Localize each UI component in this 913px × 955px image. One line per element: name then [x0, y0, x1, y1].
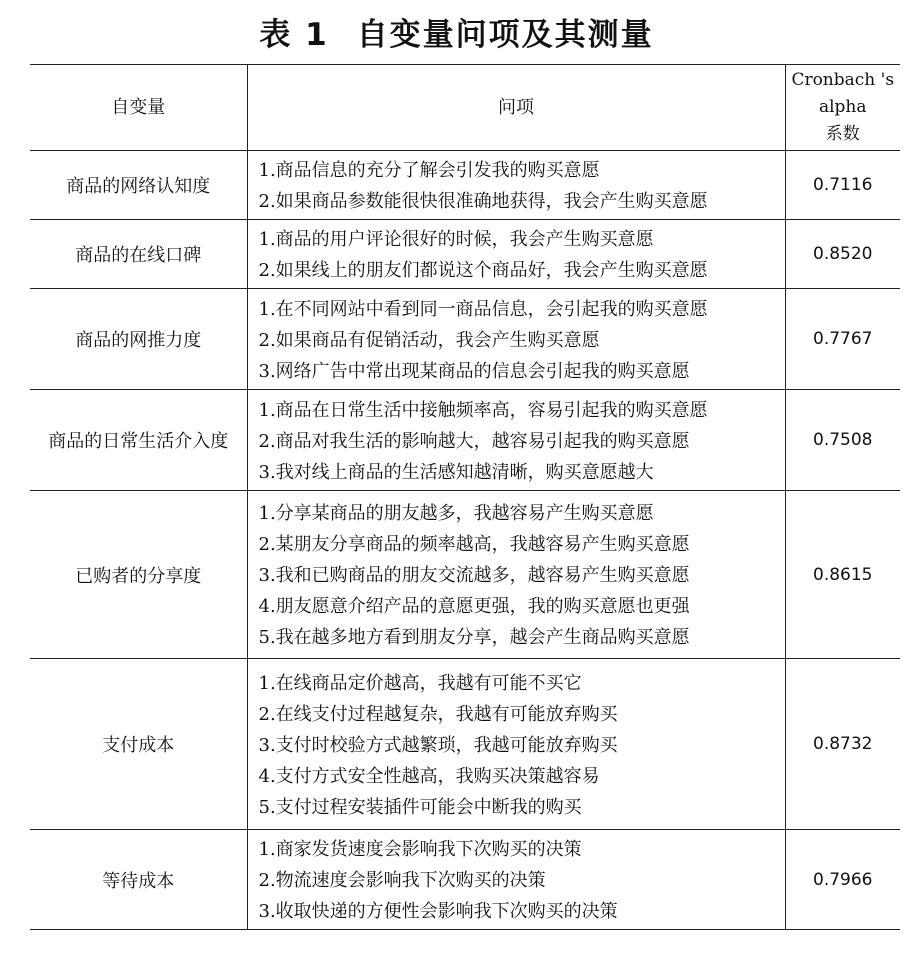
- question-item: 3.我对线上商品的生活感知越清晰，购买意愿越大: [258, 461, 654, 483]
- question-item: 1.商品在日常生活中接触频率高，容易引起我的购买意愿: [258, 399, 708, 421]
- table-title: [0, 10, 913, 60]
- variable-cell: 已购者的分享度: [30, 491, 247, 659]
- header-alpha: [785, 65, 900, 151]
- question-item: 1.商家发货速度会影响我下次购买的决策: [258, 839, 582, 860]
- header-alpha-line-3: 系数: [825, 124, 860, 144]
- table-row: [30, 289, 900, 390]
- question-item: 1.在线商品定价越高，我越有可能不买它: [258, 672, 582, 694]
- table-row: [30, 220, 900, 289]
- alpha-value: 0.8520: [785, 220, 900, 289]
- header-alpha-line-2: alpha: [818, 97, 867, 117]
- header-items: 问项: [247, 65, 785, 151]
- question-item: 4.朋友愿意介绍产品的意愿更强，我的购买意愿也更强: [258, 596, 690, 617]
- question-item: 2.如果商品参数能很快很准确地获得，我会产生购买意愿: [258, 191, 708, 212]
- question-item: 3.网络广告中常出现某商品的信息会引起我的购买意愿: [258, 360, 690, 382]
- header-row: [30, 65, 900, 151]
- alpha-value: 0.7116: [785, 151, 900, 220]
- question-item: 2.某朋友分享商品的频率越高，我越容易产生购买意愿: [258, 534, 690, 555]
- question-item: 2.如果商品有促销活动，我会产生购买意愿: [258, 329, 600, 351]
- question-item: 1.在不同网站中看到同一商品信息，会引起我的购买意愿: [258, 298, 708, 320]
- alpha-value: 0.8732: [785, 659, 900, 830]
- header-variable: 自变量: [30, 65, 247, 151]
- variable-cell: 商品的日常生活介入度: [30, 390, 247, 491]
- alpha-value: 0.7767: [785, 289, 900, 390]
- question-item: 2.在线支付过程越复杂，我越有可能放弃购买: [258, 703, 618, 725]
- variable-cell: 商品的网络认知度: [30, 151, 247, 220]
- alpha-value: 0.7966: [785, 830, 900, 930]
- question-item: 1.商品的用户评论很好的时候，我会产生购买意愿: [258, 229, 654, 250]
- variable-cell: 支付成本: [30, 659, 247, 830]
- items-cell: [247, 491, 785, 659]
- question-item: 5.我在越多地方看到朋友分享，越会产生商品购买意愿: [258, 627, 690, 648]
- question-item: 3.收取快递的方便性会影响我下次购买的决策: [258, 901, 618, 922]
- variable-cell: 等待成本: [30, 830, 247, 930]
- question-item: 2.如果线上的朋友们都说这个商品好，我会产生购买意愿: [258, 260, 708, 281]
- variables-table: [30, 64, 900, 930]
- question-item: 1.商品信息的充分了解会引发我的购买意愿: [258, 160, 600, 181]
- alpha-value: 0.8615: [785, 491, 900, 659]
- table-body: [30, 151, 900, 930]
- table-row: [30, 151, 900, 220]
- question-item: 2.物流速度会影响我下次购买的决策: [258, 870, 546, 891]
- question-item: 5.支付过程安装插件可能会中断我的购买: [258, 796, 582, 818]
- items-cell: [247, 151, 785, 220]
- question-item: 3.我和已购商品的朋友交流越多，越容易产生购买意愿: [258, 565, 690, 586]
- table-row: [30, 830, 900, 930]
- question-item: 4.支付方式安全性越高，我购买决策越容易: [258, 765, 600, 787]
- table-row: [30, 659, 900, 830]
- table-number: 表 1: [259, 17, 329, 53]
- items-cell: [247, 390, 785, 491]
- items-cell: [247, 659, 785, 830]
- question-item: 2.商品对我生活的影响越大，越容易引起我的购买意愿: [258, 430, 690, 452]
- question-item: 1.分享某商品的朋友越多，我越容易产生购买意愿: [258, 503, 654, 524]
- items-cell: [247, 830, 785, 930]
- question-item: 3.支付时校验方式越繁琐，我越可能放弃购买: [258, 734, 618, 756]
- header-alpha-line-1: Cronbach 's: [791, 70, 895, 90]
- table-row: [30, 491, 900, 659]
- variable-cell: 商品的在线口碑: [30, 220, 247, 289]
- items-cell: [247, 289, 785, 390]
- items-cell: [247, 220, 785, 289]
- table-title-text: 自变量问项及其测量: [356, 17, 654, 53]
- alpha-value: 0.7508: [785, 390, 900, 491]
- table-row: [30, 390, 900, 491]
- variable-cell: 商品的网推力度: [30, 289, 247, 390]
